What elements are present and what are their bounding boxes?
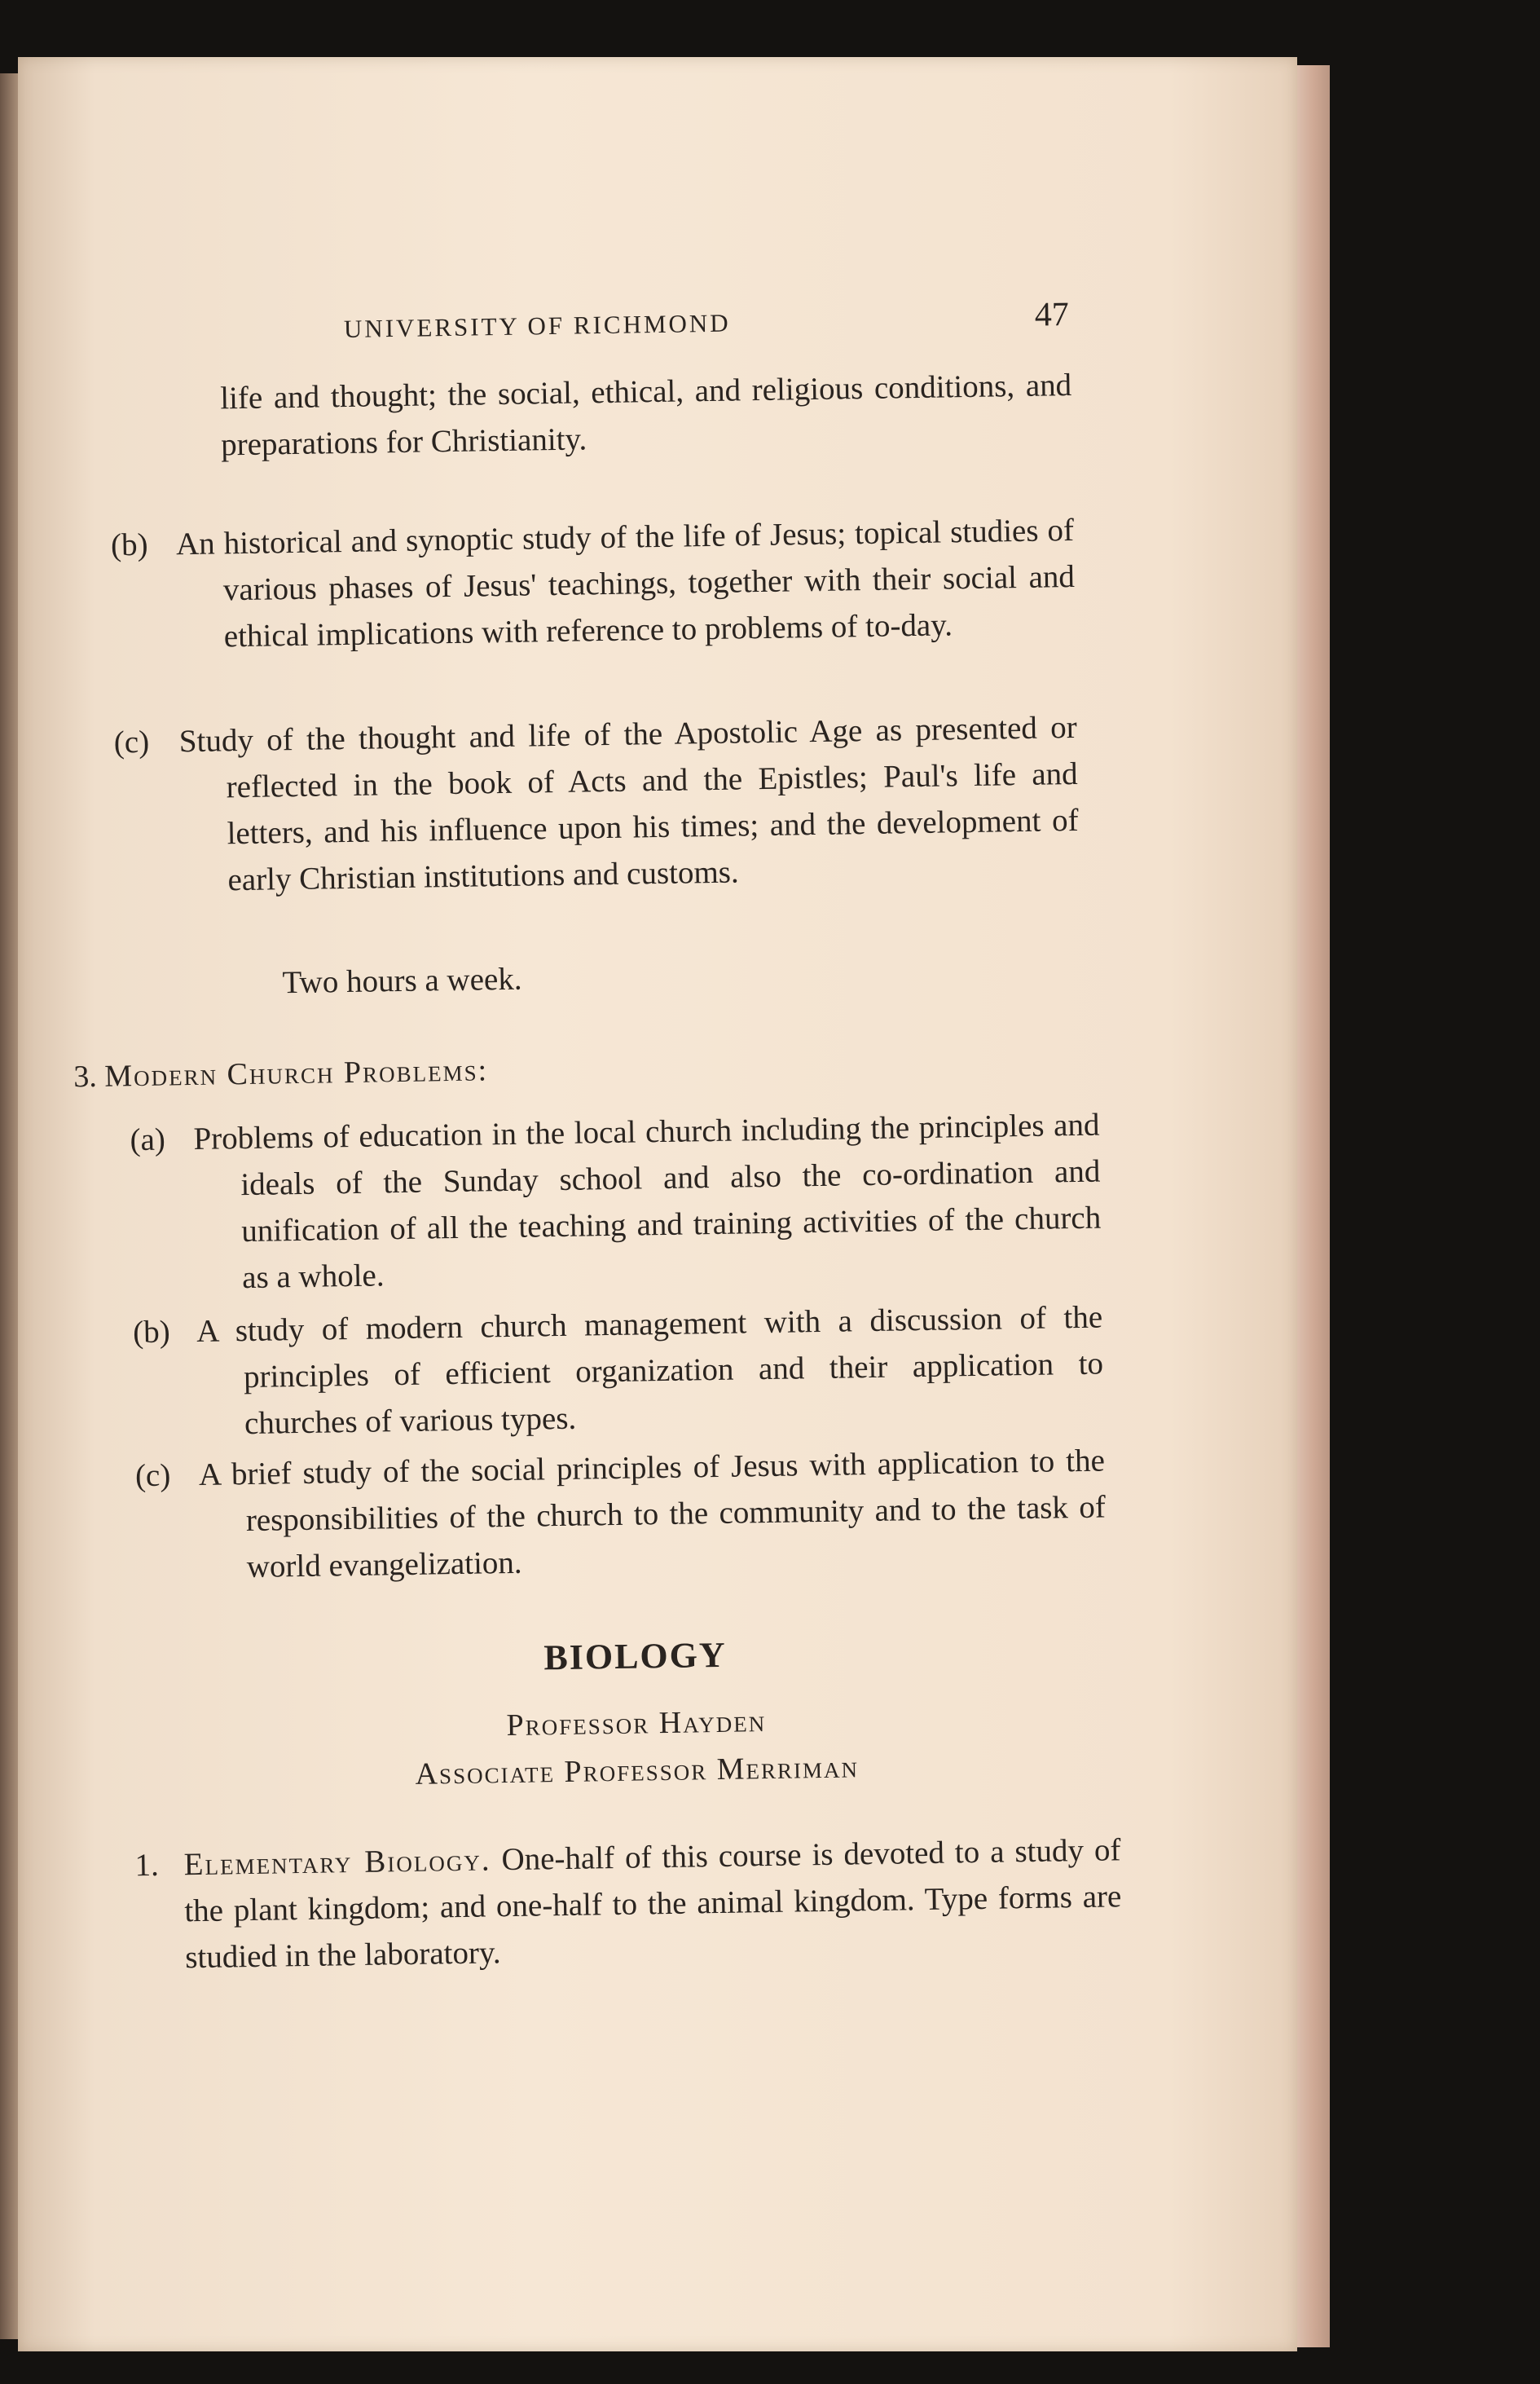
religion-item-b <box>111 507 1076 662</box>
course-3-item-a <box>130 1102 1102 1303</box>
running-head <box>343 295 1069 355</box>
course-3-item-a-text: Problems of education in the local church including the principles and ideals of the Sunday school and also the co-ordination and unification of all the teaching and training activities of the church as a whole. <box>193 1107 1102 1296</box>
course-3-item-c <box>135 1437 1107 1592</box>
running-title: UNIVERSITY OF RICHMOND <box>343 308 731 343</box>
course-3-item-c-text: A brief study of the social principles of Jesus with application to the responsibilities of the church to the community and to the task of world evangelization. <box>198 1443 1107 1585</box>
associate-professor-name: Associate Professor Merriman <box>415 1750 860 1791</box>
course-3-heading <box>73 1038 1052 1100</box>
biology-course-1 <box>86 1827 1123 1982</box>
religion-item-c-marker: (c) <box>113 724 150 760</box>
professor-name: Professor Hayden <box>506 1704 767 1743</box>
course-3-item-b-marker: (b) <box>132 1314 171 1351</box>
page-content <box>7 47 1322 2361</box>
course-3-title: Modern Church Problems: <box>103 1053 489 1094</box>
religion-item-b-marker: (b) <box>110 527 148 563</box>
course-3-number: 3. <box>73 1059 98 1095</box>
biology-course-1-description: One-half of this course is devoted to a study of the plant kingdom; and one-half to the animal kingdom. Type forms are studied in the laboratory. <box>184 1832 1122 1976</box>
course-3-item-b <box>133 1294 1105 1449</box>
intro-paragraph: life and thought; the social, ethical, and religious conditions, and preparations for Christianity. <box>219 367 1072 463</box>
religion-item-c <box>113 704 1079 906</box>
biology-course-1-text-block <box>134 1827 1123 1981</box>
biology-course-1-title: Elementary Biology. <box>183 1842 491 1883</box>
religion-item-c-text: Study of the thought and life of the Apostolic Age as presented or reflected in the book of Acts and the Epistles; Paul's life and letters, and his influence upon his times; and the development of early Christian institutions and customs. <box>178 709 1079 898</box>
course-3-item-b-text: A study of modern church management with a discussion of the principles of efficient organization and their application to churches of various types. <box>196 1299 1104 1442</box>
hours-note: Two hours a week. <box>282 961 522 1001</box>
course-3-item-a-marker: (a) <box>130 1121 166 1158</box>
section-heading-biology: BIOLOGY <box>543 1634 728 1678</box>
religion-item-b-text: An historical and synoptic study of the life of Jesus; topical studies of various phases of Jesus' teachings, together with their social and ethical implications with reference to problems of to-day. <box>175 512 1076 654</box>
course-3-item-c-marker: (c) <box>134 1457 171 1494</box>
biology-course-1-number: 1. <box>134 1847 160 1884</box>
page-number: 47 <box>1034 296 1070 334</box>
book-page <box>18 57 1297 2351</box>
